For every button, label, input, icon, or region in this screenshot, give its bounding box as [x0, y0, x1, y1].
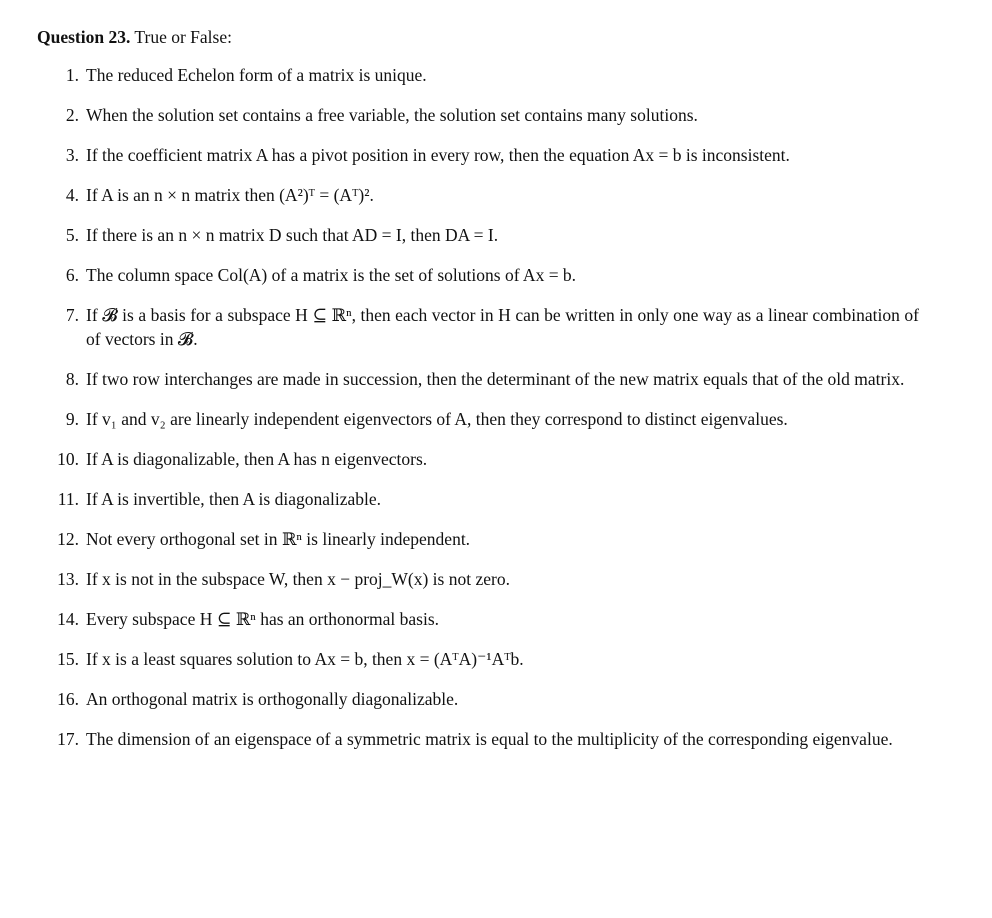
question-heading: [37, 25, 992, 49]
item-number: 7.: [65, 305, 79, 325]
item-number: 17.: [57, 729, 79, 749]
item-number: 4.: [65, 185, 79, 205]
list-item: [37, 407, 992, 431]
item-text: The dimension of an eigenspace of a symmetric matrix is equal to the multiplicity of the corresponding eigenvalue.: [86, 729, 893, 749]
list-item: [37, 607, 992, 631]
item-number: 2.: [65, 105, 79, 125]
item-number: 13.: [57, 569, 79, 589]
list-item: [37, 103, 992, 127]
statement-list: [37, 63, 992, 751]
item-number: 10.: [57, 449, 79, 469]
item-text: If A is an n × n matrix then (A²)ᵀ = (Aᵀ)².: [86, 185, 374, 205]
item-number: 14.: [57, 609, 79, 629]
item-number: 1.: [65, 65, 79, 85]
item-text: Not every orthogonal set in ℝⁿ is linearly independent.: [86, 529, 471, 549]
item-text: An orthogonal matrix is orthogonally diagonalizable.: [86, 689, 459, 709]
list-item: [37, 223, 992, 247]
list-item: [37, 367, 992, 391]
item-number: 5.: [65, 225, 79, 245]
item-number: 15.: [57, 649, 79, 669]
item-text: If two row interchanges are made in succession, then the determinant of the new matrix equals that of the old matrix.: [86, 369, 905, 389]
item-text: If x is a least squares solution to Ax = b, then x = (AᵀA)⁻¹Aᵀb.: [86, 649, 524, 669]
item-number: 11.: [57, 489, 79, 509]
list-item: [37, 527, 992, 551]
list-item: [37, 687, 992, 711]
question-prompt: True or False:: [134, 27, 232, 47]
item-text: If the coefficient matrix A has a pivot position in every row, then the equation Ax = b is inconsistent.: [86, 145, 790, 165]
list-item: [37, 263, 992, 287]
item-text: If A is invertible, then A is diagonalizable.: [86, 489, 382, 509]
item-number: 9.: [65, 409, 79, 429]
item-text: If A is diagonalizable, then A has n eigenvectors.: [86, 449, 428, 469]
item-text: The reduced Echelon form of a matrix is unique.: [86, 65, 427, 85]
list-item: [37, 63, 992, 87]
list-item: [37, 447, 992, 471]
list-item: [37, 487, 992, 511]
item-text: If v₁ and v₂ are linearly independent eigenvectors of A, then they correspond to distinct eigenvalues.: [86, 409, 788, 429]
item-number: 12.: [57, 529, 79, 549]
item-text: If there is an n × n matrix D such that AD = I, then DA = I.: [86, 225, 499, 245]
list-item: [37, 727, 992, 751]
list-item: [37, 647, 992, 671]
item-text: When the solution set contains a free variable, the solution set contains many solutions.: [86, 105, 698, 125]
item-text: The column space Col(A) of a matrix is the set of solutions of Ax = b.: [86, 265, 577, 285]
item-text: Every subspace H ⊆ ℝⁿ has an orthonormal basis.: [86, 609, 440, 629]
item-number: 6.: [65, 265, 79, 285]
item-text: If 𝓑 is a basis for a subspace H ⊆ ℝⁿ, then each vector in H can be written in only one way as a linear combination of of vectors in 𝓑.: [86, 305, 919, 349]
item-number: 8.: [65, 369, 79, 389]
list-item: [37, 303, 992, 351]
item-number: 3.: [65, 145, 79, 165]
list-item: [37, 567, 992, 591]
question-label: Question 23.: [37, 27, 131, 47]
item-text: If x is not in the subspace W, then x − proj_W(x) is not zero.: [86, 569, 510, 589]
item-number: 16.: [57, 689, 79, 709]
list-item: [37, 183, 992, 207]
list-item: [37, 143, 992, 167]
